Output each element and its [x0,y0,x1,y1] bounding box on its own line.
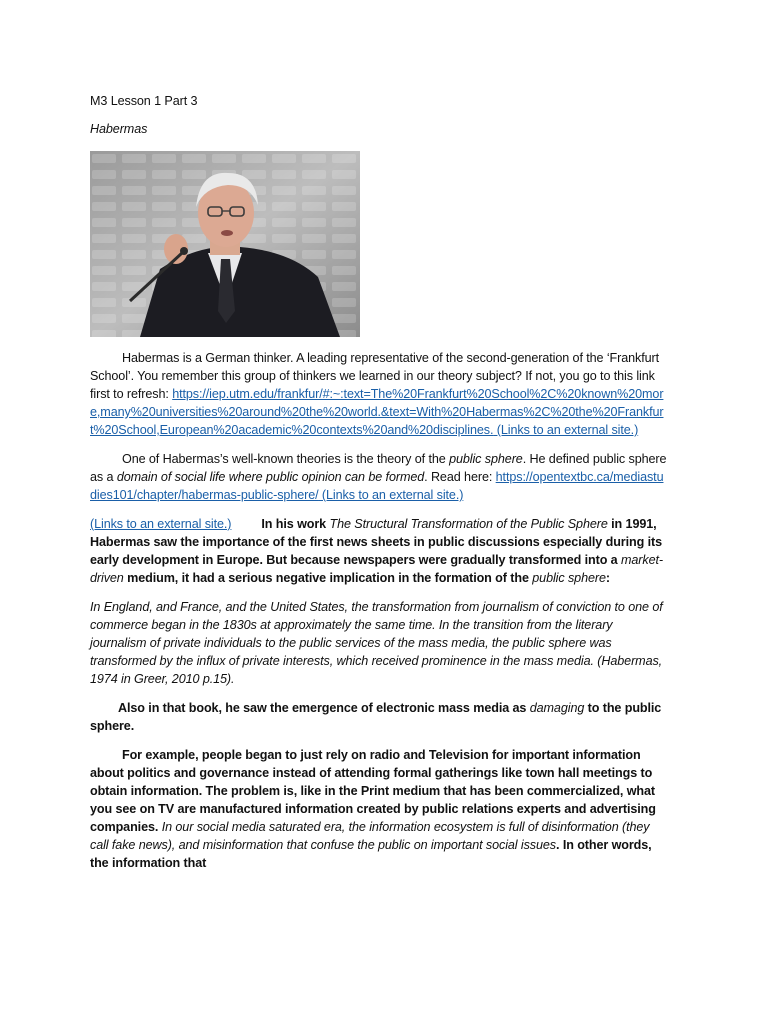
lesson-heading: M3 Lesson 1 Part 3 [90,94,198,108]
public-sphere-link[interactable]: https://opentextbc.ca/mediastudies101/chapter/habermas-public-sphere/ [90,470,664,502]
person-photo-icon [90,151,360,337]
paragraph-text: . Read here: [424,470,496,484]
block-quote: In England, and France, and the United States, the transformation from journalism of conviction to one of commerce began in the 1830s at approximately the same time. In the transition from the literary journalism of private individuals to the public services of the mass media, the public sphere was transformed by the influx of private interests, which received prominence in the mass media. (Habermas, 1974 in Greer, 2010 p.15). [90,600,663,686]
frankfurt-school-link[interactable]: https://iep.utm.edu/frankfur/#:~:text=The%20Frankfurt%20School%2C%20known%20more,many%20universities%20around%20the%20world.&text=With%20Habermas%2C%20the%20Frankfurt%20School,European%20academic%20contexts%20and%20disciplines. [90,387,664,437]
paragraph-text: Also in that book, he saw the emergence of electronic mass media as [118,701,530,715]
paragraph-text: For example, people began to just rely on radio and Television for important information about politics and governance instead of attending formal gatherings like town hall meetings to obtain information. The problem is, like in the Print medium that has been commercialized, what you see on TV are manufactured information created by public relations experts and advertising companies. [90,748,656,834]
intro-paragraph [90,349,670,439]
lesson-subheading: Habermas [90,122,148,136]
electronic-media-paragraph [90,699,670,735]
document-body [90,92,670,883]
paragraph-text: in 1991, Habermas saw the importance of the first news sheets in public discussions especially during its early development in Europe. But because newspapers were gradually transformed into a [90,517,662,567]
emphasis-text: domain of social life where public opinion can be formed [116,470,425,484]
public-sphere-paragraph [90,450,670,504]
paragraph-text: : [605,571,610,585]
emphasis-text: The Structural Transformation of the Public Sphere [329,517,608,531]
example-paragraph [90,746,670,872]
intro-text: Habermas is a German thinker. A leading representative of the second-generation of the ‘Frankfurt School’. You remember this group of thinkers we learned in our theory subject? If not, you go to this link first to refresh: [90,351,660,401]
emphasis-text: In our social media saturated era, the information ecosystem is full of disinformation (they call fake news), and misinformation that confuse the public on important social issues [90,820,650,852]
paragraph-text: . In other words, the information that [90,838,652,870]
emphasis-text: market-driven [90,553,663,585]
external-link-note[interactable]: (Links to an external site.) [318,488,464,502]
paragraph-text: In his work [261,517,330,531]
paragraph-text: . He defined public sphere as a [90,452,667,484]
emphasis-text: public sphere [449,452,523,466]
external-link-note[interactable]: (Links to an external site.) [493,423,639,437]
paragraph-text: medium, it had a serious negative implication in the formation of the [123,571,533,585]
external-link-note[interactable]: (Links to an external site.) [90,517,232,531]
emphasis-text: public sphere [532,571,606,585]
paragraph-text: One of Habermas’s well-known theories is the theory of the [122,452,450,466]
structural-transformation-paragraph [90,515,670,587]
emphasis-text: damaging [529,701,585,715]
paragraph-text: to the public sphere. [90,701,662,733]
